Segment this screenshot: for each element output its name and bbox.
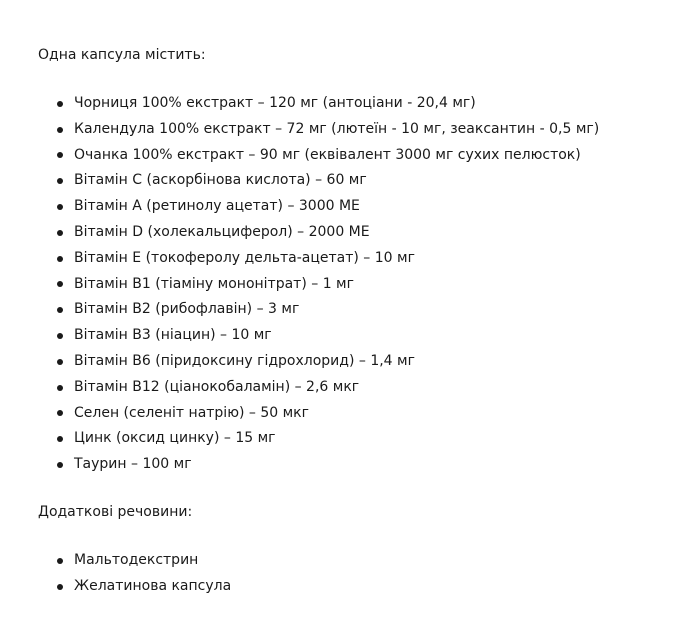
- list-item: [38, 91, 680, 117]
- bullet-icon: [57, 307, 63, 313]
- ingredient-text: Вітамін Е (токоферолу дельта-ацетат) – 10 мг: [74, 249, 415, 266]
- ingredient-text: Очанка 100% екстракт – 90 мг (еквівалент 3000 мг сухих пелюсток): [74, 146, 581, 163]
- ingredient-text: Вітамін В3 (ніацин) – 10 мг: [74, 327, 272, 344]
- bullet-icon: [57, 178, 63, 184]
- list-item: [38, 426, 680, 452]
- ingredient-text: Вітамін D (холекальциферол) – 2000 МЕ: [74, 223, 370, 240]
- list-item: [38, 246, 680, 272]
- ingredient-text: Вітамін В2 (рибофлавін) – 3 мг: [74, 301, 300, 318]
- list-item: [38, 323, 680, 349]
- bullet-icon: [57, 410, 63, 416]
- ingredient-text: Вітамін В1 (тіаміну мононітрат) – 1 мг: [74, 275, 354, 292]
- bullet-icon: [57, 101, 63, 107]
- bullet-icon: [57, 127, 63, 133]
- list-item: [38, 401, 680, 427]
- bullet-icon: [57, 333, 63, 339]
- ingredient-text: Селен (селеніт натрію) – 50 мкг: [74, 404, 309, 421]
- additional-substances-list: [38, 548, 680, 600]
- bullet-icon: [57, 359, 63, 365]
- list-item: [38, 168, 680, 194]
- list-item: [38, 220, 680, 246]
- bullet-icon: [57, 558, 63, 564]
- additional-substances-heading: Додаткові речовини:: [38, 503, 193, 520]
- substance-text: Желатинова капсула: [74, 577, 232, 594]
- ingredient-text: Цинк (оксид цинку) – 15 мг: [74, 430, 276, 447]
- list-item: [38, 143, 680, 169]
- bullet-icon: [57, 462, 63, 468]
- list-item: [38, 272, 680, 298]
- ingredient-text: Таурин – 100 мг: [74, 456, 192, 473]
- bullet-icon: [57, 256, 63, 262]
- list-item: [38, 548, 680, 574]
- list-item: [38, 452, 680, 478]
- list-item: [38, 375, 680, 401]
- ingredient-text: Чорниця 100% екстракт – 120 мг (антоціани - 20,4 мг): [74, 95, 476, 111]
- list-item: [38, 574, 680, 600]
- bullet-icon: [57, 204, 63, 210]
- ingredient-list: [38, 91, 680, 478]
- bullet-icon: [57, 436, 63, 442]
- list-item: [38, 297, 680, 323]
- bullet-icon: [57, 281, 63, 287]
- bullet-icon: [57, 230, 63, 236]
- bullet-icon: [57, 152, 63, 158]
- ingredient-text: Вітамін С (аскорбінова кислота) – 60 мг: [74, 172, 367, 189]
- list-item: [38, 349, 680, 375]
- bullet-icon: [57, 584, 63, 590]
- substance-text: Мальтодекстрин: [74, 551, 199, 568]
- list-item: [38, 194, 680, 220]
- ingredient-text: Вітамін А (ретинолу ацетат) – 3000 МЕ: [74, 198, 360, 215]
- bullet-icon: [57, 385, 63, 391]
- ingredient-text: Вітамін В6 (піридоксину гідрохлорид) – 1,4 мг: [74, 352, 415, 369]
- list-item: [38, 117, 680, 143]
- ingredient-text: Календула 100% екстракт – 72 мг (лютеїн - 10 мг, зеаксантин - 0,5 мг): [74, 120, 600, 137]
- composition-heading: Одна капсула містить:: [38, 47, 206, 63]
- ingredient-text: Вітамін В12 (ціанокобаламін) – 2,6 мкг: [74, 378, 360, 395]
